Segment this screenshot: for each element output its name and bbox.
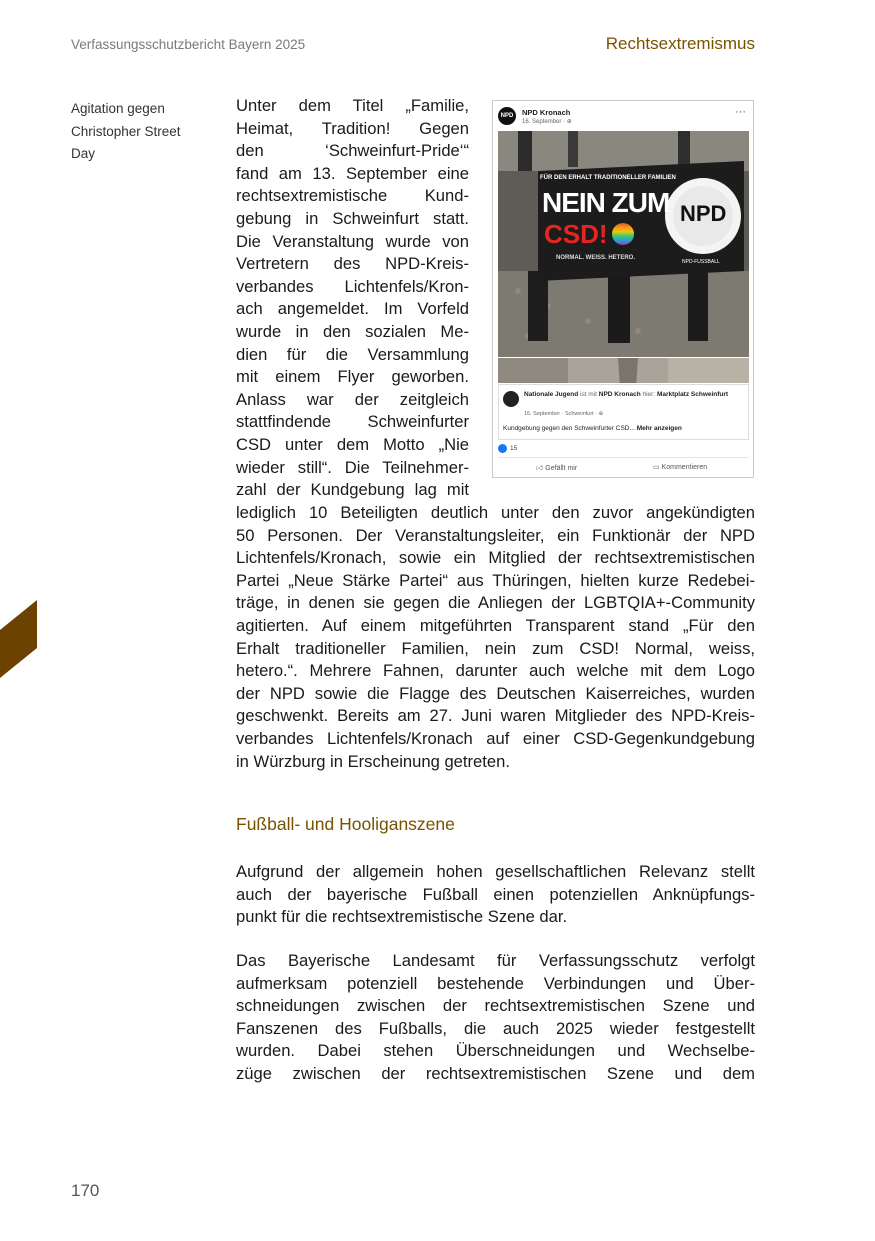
text-line: Vertretern des NPD-Kreis- [236, 254, 469, 274]
text-line: Aufgrund der allgemein hohen gesellschaftlichen Relevanz stellt [236, 862, 755, 881]
text-line: auch der bayerische Fußball einen potenziellen Anknüpfungs- [236, 884, 755, 904]
text-line: aufmerksam potenziell bestehende Verbindungen und Über- [236, 973, 755, 993]
text-line: ach angemeldet. Im Vorfeld [236, 299, 469, 319]
text-line: dien für die Versammlung [236, 344, 469, 364]
running-header-section: Rechtsextremismus [605, 34, 755, 53]
text-line: Anlass war der zeitgleich [236, 389, 469, 409]
facebook-post-screenshot [492, 100, 754, 478]
comment-icon: ▭ [653, 464, 660, 471]
text-line: Das Bayerische Landesamt für Verfassungsschutz verfolgt [236, 951, 755, 970]
text-line: mit einem Flyer geworben. [236, 367, 469, 387]
page-avatar: NPD [498, 107, 516, 125]
paragraph-2 [236, 861, 755, 929]
text-line: agitierten. Auf einem mitgeführten Transparent stand „Für den [236, 615, 755, 635]
chapter-tab-marker [0, 600, 37, 678]
thumbs-up-outline-icon: 👍︎ [536, 465, 544, 472]
banner-top-text: FÜR DEN ERHALT TRADITIONELLER FAMILIEN [540, 175, 676, 181]
margin-note [71, 98, 211, 166]
text-line: den ‘Schweinfurt-Pride‘“ [236, 141, 469, 161]
margin-note-line: Christopher Street [71, 123, 181, 139]
paragraph-3 [236, 950, 755, 1086]
paragraph-1-wide [236, 502, 755, 773]
margin-note-line: Agitation gegen [71, 101, 165, 116]
globe-icon: ⊕ [566, 119, 572, 125]
like-action: 👍︎ Gefällt mir [536, 465, 578, 472]
more-options-icon: ··· [735, 106, 746, 118]
text-line: lediglich 10 Beteiligten deutlich unter den zuvor angekündigten [236, 503, 755, 522]
text-line: der NPD sowie die Flagge des Deutschen Kaiserreiches, wurden [236, 683, 755, 703]
text-line: hetero.“. Mehrere Fahnen, darunter auch welche mit dem Logo [236, 661, 755, 681]
banner-main-text: NEIN ZUM [542, 187, 670, 218]
banner-sub-text: NORMAL. WEISS. HETERO. [556, 255, 636, 261]
shared-post-meta: 16. September · Schweinfurt · ⊕ [524, 411, 604, 417]
text-line: züge zwischen der rechtsextremistischen Szene und dem [236, 1063, 755, 1083]
post-actions [498, 461, 748, 475]
text-line: rechtsextremistische Kund- [236, 186, 469, 206]
globe-icon: ⊕ [598, 411, 604, 417]
text-line: wieder still“. Die Teilnehmer- [236, 457, 469, 477]
text-line: in Würzburg in Erscheinung getreten. [236, 751, 510, 771]
banner-url-text: NPD-FUSSBALL [682, 259, 720, 265]
shared-post-text: Kundgebung gegen den Schweinfurter CSD... Mehr anzeigen [503, 425, 682, 432]
section-heading: Fußball- und Hooliganszene [236, 814, 455, 834]
margin-note-line: Day [71, 146, 96, 161]
post-date: 16. September · ⊕ [522, 119, 572, 125]
text-line: stattfindende Schweinfurter [236, 412, 469, 432]
text-line: Partei „Neue Stärke Partei“ aus Thüringen, hielten kurze Redebei- [236, 570, 755, 590]
shared-post-card [498, 384, 749, 440]
rainbow-circle-icon [612, 223, 634, 245]
like-count: 15 [498, 444, 517, 453]
shared-post-header: Nationale Jugend ist mit NPD Kronach hier: Marktplatz Schweinfurt [524, 391, 729, 398]
npd-logo-text: NPD [680, 201, 727, 226]
text-line: punkt für die rechtsextremistische Szene dar. [236, 907, 568, 927]
text-line: zahl der Kundgebung lag mit [236, 480, 469, 500]
page-number: 170 [71, 1181, 100, 1200]
text-line: schneidungen zwischen der rechtsextremistischen Szene und [236, 996, 755, 1016]
thumbs-up-icon [498, 444, 507, 453]
text-line: wurde in den sozialen Me- [236, 321, 469, 341]
paragraph-1-narrow [236, 95, 469, 502]
text-line: Erhalt traditioneller Familien, nein zum CSD! Normal, weiss, [236, 638, 755, 658]
text-line: gebung in Schweinfurt statt. [236, 208, 469, 228]
text-line: verbandes Lichtenfels/Kron- [236, 276, 469, 296]
page-name: NPD Kronach [522, 108, 571, 117]
text-line: Die Veranstaltung wurde von [236, 231, 469, 251]
running-header-title: Verfassungsschutzbericht Bayern 2025 [71, 37, 306, 52]
text-line: verbandes Lichtenfels/Kronach auf einer CSD-Gegenkundgebung [236, 728, 755, 748]
banner-csd-text: CSD! [544, 219, 608, 249]
text-line: träge, in denen sie gegen die Anliegen der LGBTQIA+-Community [236, 593, 755, 613]
street-photo [498, 358, 749, 383]
text-line: Heimat, Tradition! Gegen [236, 118, 469, 138]
text-line: wurden. Dabei stehen Überschneidungen und Wechselbe- [236, 1041, 755, 1061]
text-line: Lichtenfels/Kronach, sowie ein Mitglied der rechtsextremistischen [236, 548, 755, 568]
text-line: Fanszenen des Fußballs, die auch 2025 wieder festgestellt [236, 1018, 755, 1038]
text-line: CSD unter dem Motto „Nie [236, 434, 469, 454]
comment-action: ▭ Kommentieren [653, 464, 708, 471]
see-more-link: Mehr anzeigen [636, 425, 682, 432]
text-line: fand am 13. September eine [236, 163, 469, 183]
shared-avatar [503, 391, 519, 407]
post-header [498, 106, 748, 128]
divider [498, 457, 748, 458]
text-line: 50 Personen. Der Veranstaltungsleiter, ein Funktionär der NPD [236, 525, 755, 545]
text-line: Unter dem Titel „Familie, [236, 96, 469, 115]
banner-photo [498, 131, 749, 357]
text-line: geschwenkt. Bereits am 27. Juni waren Mitglieder des NPD-Kreis- [236, 706, 755, 726]
